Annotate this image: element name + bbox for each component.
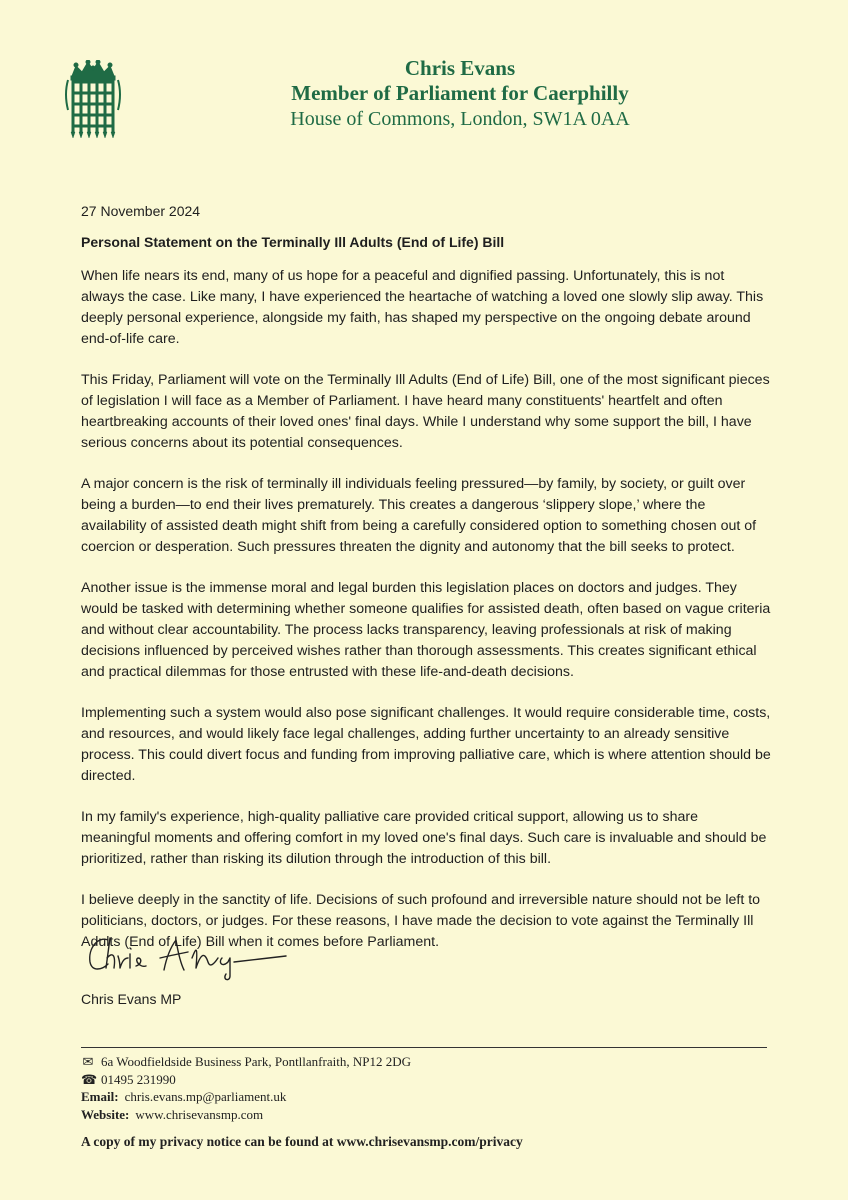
envelope-icon: ✉ bbox=[82, 1054, 94, 1069]
letter-subject: Personal Statement on the Terminally Ill Adults (End of Life) Bill bbox=[81, 234, 505, 250]
letterhead bbox=[230, 56, 690, 132]
signoff-name: Chris Evans MP bbox=[81, 991, 182, 1007]
paragraph-1: When life nears its end, many of us hope for a peaceful and dignified passing. Unfortunately, this is not always the case. Like many, I have experienced the heartache of watching a loved one slowly slip away. This deeply personal experience, alongside my faith, has shaped my perspective on the ongoing debate around end-of-life care. bbox=[81, 268, 764, 347]
letter-date: 27 November 2024 bbox=[81, 203, 201, 219]
portcullis-icon bbox=[62, 60, 124, 140]
paragraph-6: In my family's experience, high-quality palliative care provided critical support, allowing us to share meaningful moments and offering comfort in my loved one's final days. Such care is invaluable and should be prioritized, rather than risking its dilution through the introduction of this bill. bbox=[81, 809, 767, 867]
privacy-notice: A copy of my privacy notice can be found at www.chrisevansmp.com/privacy bbox=[81, 1134, 523, 1149]
signature bbox=[80, 928, 290, 986]
telephone-icon: ☎ bbox=[81, 1071, 98, 1087]
email-label: Email: bbox=[81, 1089, 119, 1104]
footer-contact bbox=[81, 1053, 411, 1123]
mp-name: Chris Evans bbox=[404, 56, 516, 80]
paragraph-4: Another issue is the immense moral and legal burden this legislation places on doctors and judges. They would be tasked with determining whether someone qualifies for assisted death, often based on vague criteria and without clear accountability. The process lacks transparency, leaving professionals at risk of making decisions influenced by perceived wishes rather than thorough assessments. This creates significant ethical and practical dilemmas for those entrusted with these life-and-death decisions. bbox=[81, 580, 771, 680]
paragraph-7: I believe deeply in the sanctity of life. Decisions of such profound and irreversible nature should not be left to politicians, doctors, or judges. For these reasons, I have made the decision to vote against the Terminally Ill Adults (End of Life) Bill when it comes before Parliament. bbox=[81, 892, 761, 950]
letter-body bbox=[81, 266, 771, 973]
footer-divider bbox=[81, 1047, 767, 1048]
paragraph-2: This Friday, Parliament will vote on the Terminally Ill Adults (End of Life) Bill, one of the most significant pieces of legislation I will face as a Member of Parliament. I have heard many constituents' heartfelt and often heartbreaking accounts of their loved ones' final days. While I understand why some support the bill, I have serious concerns about its potential consequences. bbox=[81, 372, 770, 451]
office-address: 6a Woodfieldside Business Park, Pontllanfraith, NP12 2DG bbox=[101, 1054, 411, 1069]
email-link[interactable]: chris.evans.mp@parliament.uk bbox=[124, 1089, 287, 1104]
letterhead-address: House of Commons, London, SW1A 0AA bbox=[290, 108, 630, 130]
website-link[interactable]: www.chrisevansmp.com bbox=[135, 1106, 264, 1122]
paragraph-5: Implementing such a system would also pose significant challenges. It would require considerable time, costs, and resources, and would likely face legal challenges, adding further uncertainty to an already sensitive process. This could divert focus and funding from improving palliative care, which is where attention should be directed. bbox=[81, 705, 771, 784]
paragraph-3: A major concern is the risk of terminally ill individuals feeling pressured—by family, by society, or guilt over being a burden—to end their lives prematurely. This creates a dangerous ‘slippery slope,’ where the availability of assisted death might shift from being a carefully considered option to something chosen out of coercion or desperation. Such pressures threaten the dignity and autonomy that the bill seeks to protect. bbox=[81, 476, 757, 555]
website-label: Website: bbox=[81, 1106, 130, 1122]
office-phone: 01495 231990 bbox=[101, 1071, 176, 1087]
mp-role: Member of Parliament for Caerphilly bbox=[291, 81, 629, 105]
